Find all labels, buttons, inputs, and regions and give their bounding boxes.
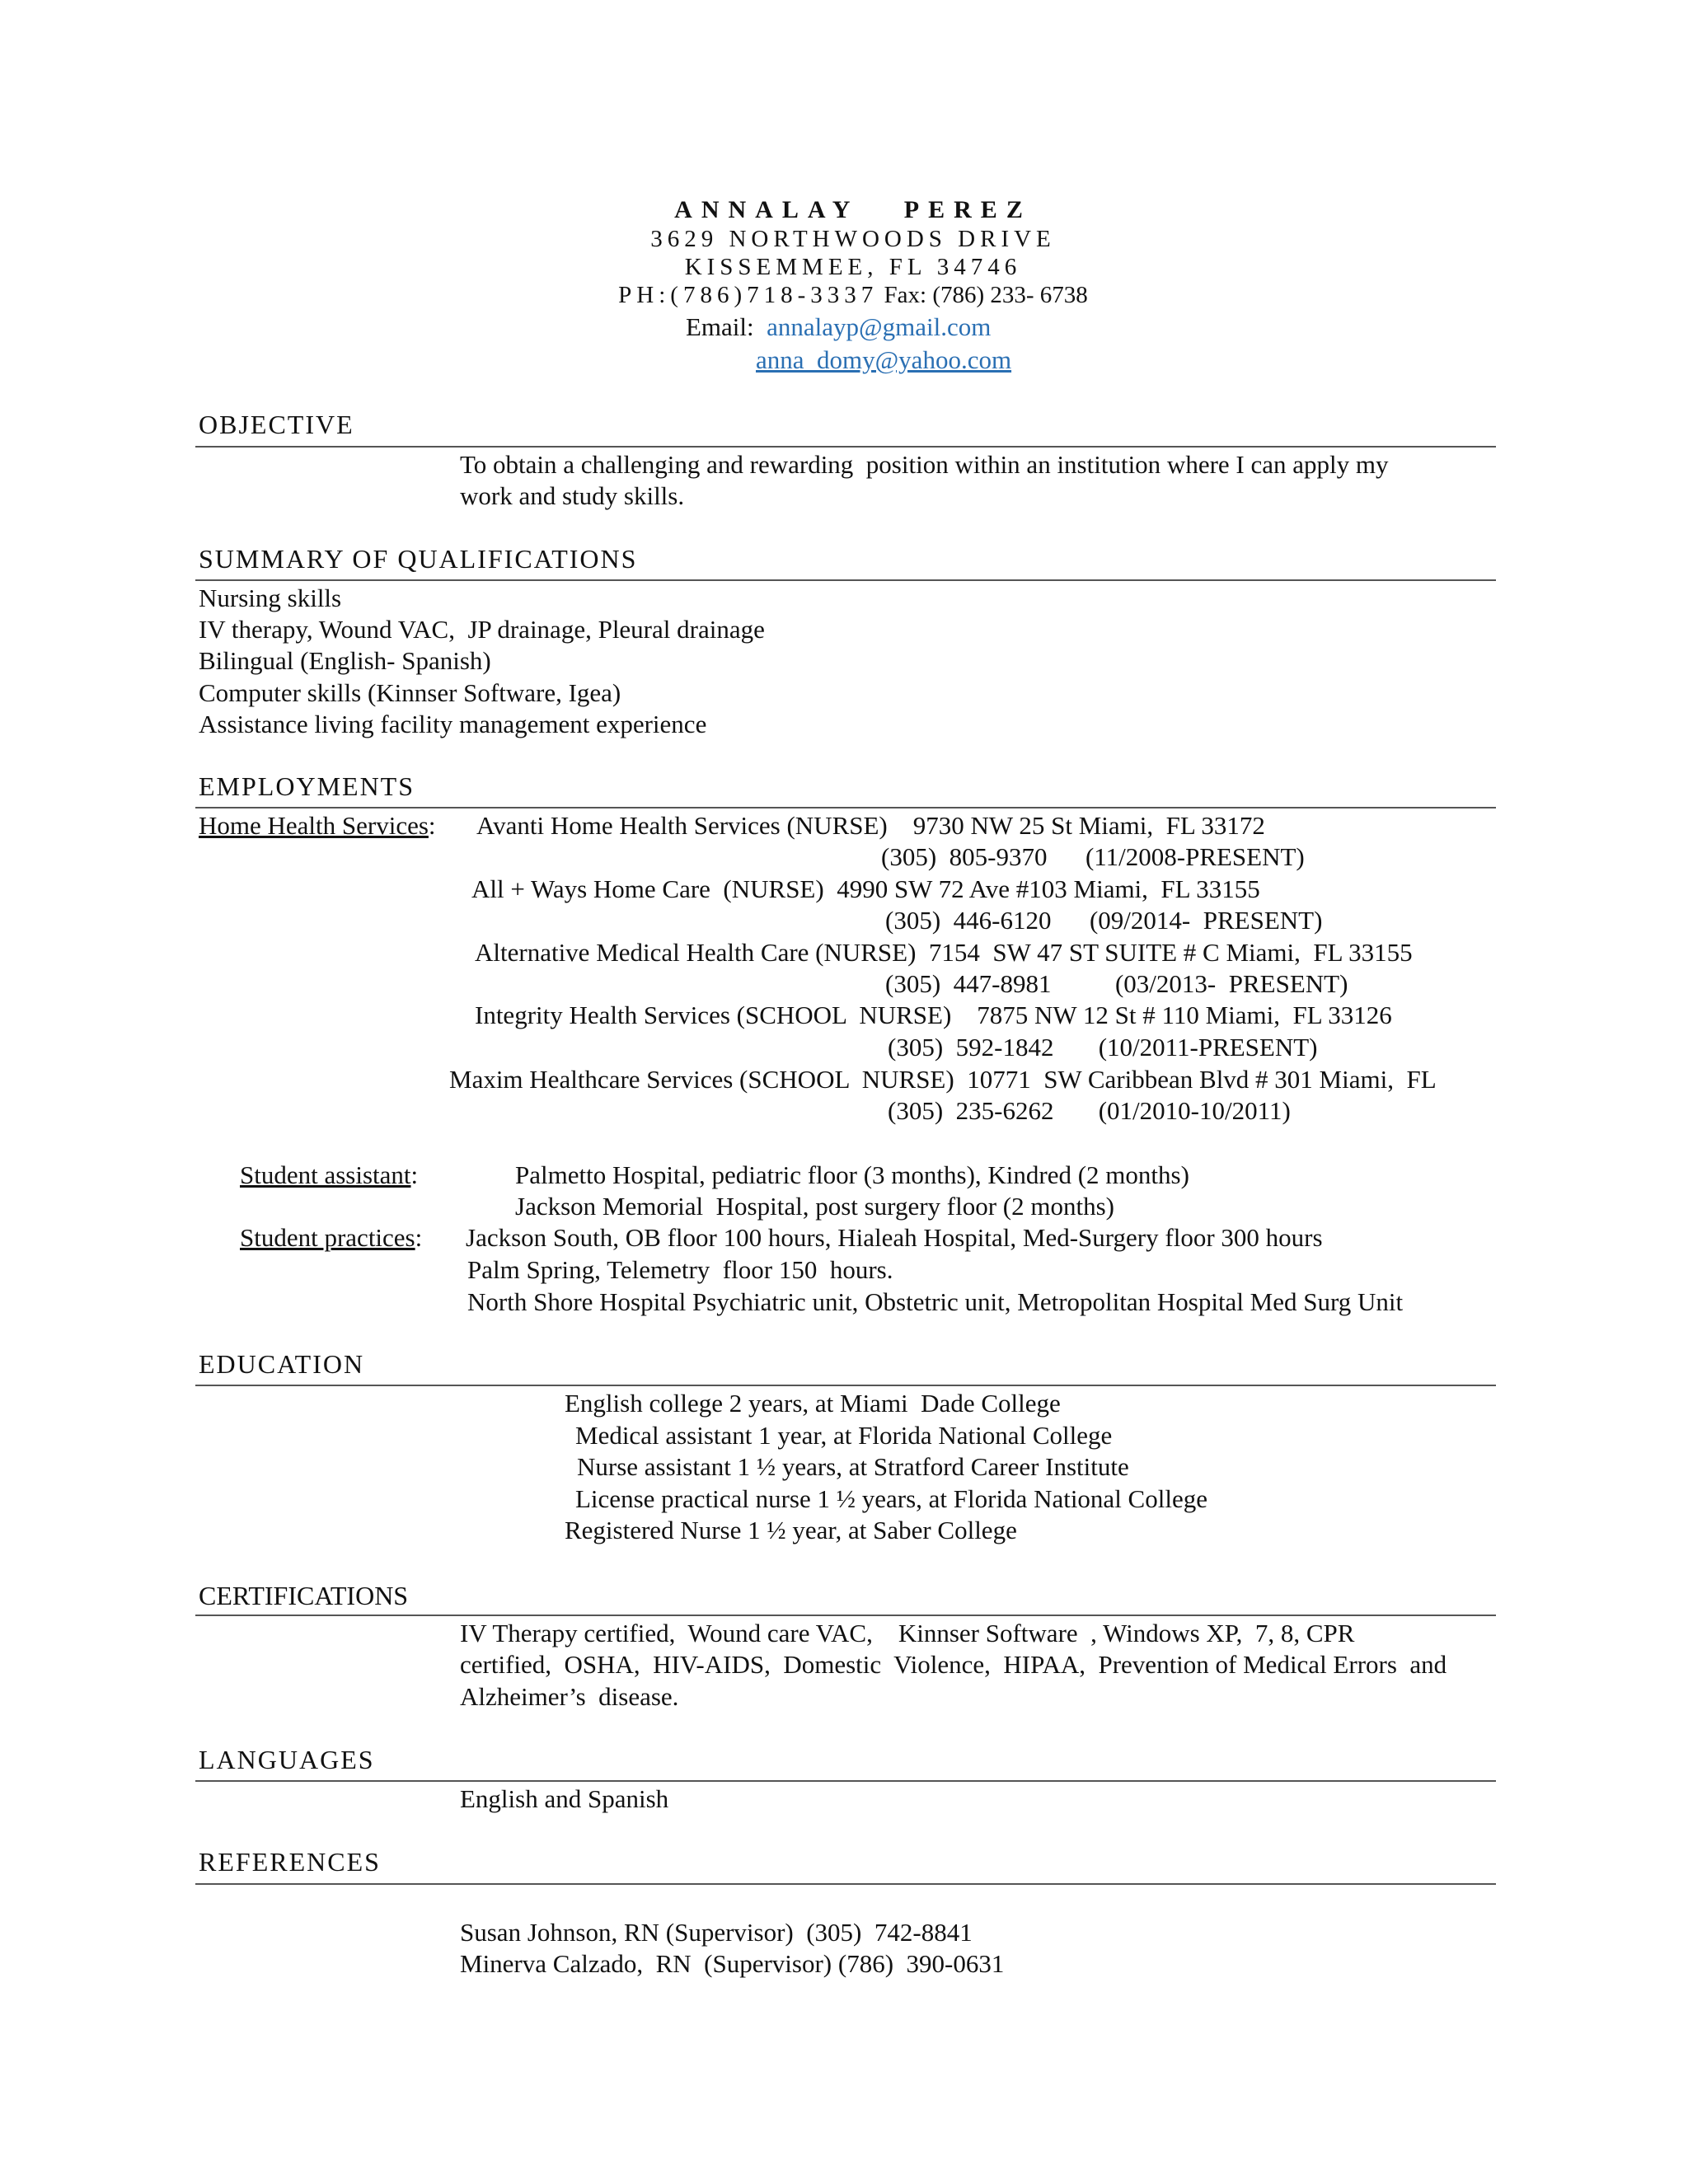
education-item: Medical assistant 1 year, at Florida National College xyxy=(575,1421,1113,1450)
objective-line-1: To obtain a challenging and rewarding position within an institution where I can apply my xyxy=(460,450,1389,479)
education-item: License practical nurse 1 ½ years, at Florida National College xyxy=(575,1484,1207,1513)
education-item: Registered Nurse 1 ½ year, at Saber College xyxy=(565,1516,1017,1544)
job-entry-line-2: (305) 592-1842 (10/2011-PRESENT) xyxy=(888,1033,1318,1062)
student-practices-label: Student practices: xyxy=(240,1223,423,1252)
job-entry-line-2: (305) 446-6120 (09/2014- PRESENT) xyxy=(885,906,1323,935)
section-divider xyxy=(195,1780,1496,1782)
section-title-certifications: CERTIFICATIONS xyxy=(199,1581,409,1610)
job-entry-line-2: (305) 805-9370 (11/2008-PRESENT) xyxy=(881,842,1305,871)
section-divider xyxy=(195,446,1496,448)
student-assistant-line: Jackson Memorial Hospital, post surgery floor (2 months) xyxy=(515,1192,1114,1221)
address-line-1: 3629 NORTHWOODS DRIVE xyxy=(650,226,1056,252)
address-line-2: KISSEMMEE, FL 34746 xyxy=(684,254,1022,280)
job-entry-line-1: Alternative Medical Health Care (NURSE) 7154 SW 47 ST SUITE # C Miami, FL 33155 xyxy=(475,938,1413,967)
phone-number: PH:(786)718-3337 xyxy=(618,282,879,308)
languages-value: English and Spanish xyxy=(460,1784,669,1813)
section-divider xyxy=(195,1615,1496,1616)
section-title-education: EDUCATION xyxy=(199,1349,365,1379)
qualification-item: Computer skills (Kinnser Software, Igea) xyxy=(199,678,621,707)
email-line xyxy=(686,312,991,343)
email-link-yahoo[interactable]: anna_domy@yahoo.com xyxy=(756,345,1012,374)
qualification-item: Nursing skills xyxy=(199,583,342,612)
student-practices-line: Jackson South, OB floor 100 hours, Hialeah Hospital, Med-Surgery floor 300 hours xyxy=(466,1223,1323,1252)
job-entry-line-2: (305) 235-6262 (01/2010-10/2011) xyxy=(888,1096,1291,1125)
education-item: English college 2 years, at Miami Dade College xyxy=(565,1389,1061,1418)
job-entry-line-2: (305) 447-8981 (03/2013- PRESENT) xyxy=(885,969,1348,998)
fax-number: Fax: (786) 233- 6738 xyxy=(884,282,1088,308)
phone-fax-line xyxy=(412,281,1294,309)
section-title-languages: LANGUAGES xyxy=(199,1745,375,1774)
student-practices-line: North Shore Hospital Psychiatric unit, Obstetric unit, Metropolitan Hospital Med Surg Unit xyxy=(467,1287,1404,1316)
section-title-summary: SUMMARY OF QUALIFICATIONS xyxy=(199,544,638,574)
student-assistant-line: Palmetto Hospital, pediatric floor (3 months), Kindred (2 months) xyxy=(515,1160,1189,1189)
section-title-references: REFERENCES xyxy=(199,1847,381,1877)
section-title-objective: OBJECTIVE xyxy=(199,410,354,439)
student-practices-line: Palm Spring, Telemetry floor 150 hours. xyxy=(467,1255,893,1284)
reference-entry: Susan Johnson, RN (Supervisor) (305) 742-8841 xyxy=(460,1918,973,1947)
certification-line: certified, OSHA, HIV-AIDS, Domestic Violence, HIPAA, Prevention of Medical Errors and xyxy=(460,1650,1447,1679)
section-title-employments: EMPLOYMENTS xyxy=(199,771,415,801)
email-label: Email: xyxy=(686,312,754,341)
job-entry-line-1: Avanti Home Health Services (NURSE) 9730 NW 25 St Miami, FL 33172 xyxy=(476,811,1265,840)
certification-line: IV Therapy certified, Wound care VAC, Kinnser Software , Windows XP, 7, 8, CPR xyxy=(460,1619,1355,1647)
objective-line-2: work and study skills. xyxy=(460,481,685,510)
education-item: Nurse assistant 1 ½ years, at Stratford Career Institute xyxy=(577,1452,1129,1481)
qualification-item: Bilingual (English- Spanish) xyxy=(199,646,491,675)
section-divider xyxy=(195,579,1496,581)
email-link-gmail[interactable]: annalayp@gmail.com xyxy=(767,312,992,341)
qualification-item: IV therapy, Wound VAC, JP drainage, Pleural drainage xyxy=(199,615,765,644)
student-assistant-label: Student assistant: xyxy=(240,1160,419,1189)
job-entry-line-1: Integrity Health Services (SCHOOL NURSE) 7875 NW 12 St # 110 Miami, FL 33126 xyxy=(475,1001,1392,1029)
section-divider xyxy=(195,807,1496,808)
qualification-item: Assistance living facility management experience xyxy=(199,710,707,738)
job-entry-line-1: All + Ways Home Care (NURSE) 4990 SW 72 Ave #103 Miami, FL 33155 xyxy=(471,874,1260,903)
section-divider xyxy=(195,1883,1496,1885)
certification-line: Alzheimer’s disease. xyxy=(460,1682,679,1711)
applicant-name: ANNALAY PEREZ xyxy=(674,196,1032,223)
section-divider xyxy=(195,1385,1496,1386)
home-health-services-label: Home Health Services: xyxy=(199,811,436,840)
reference-entry: Minerva Calzado, RN (Supervisor) (786) 390-0631 xyxy=(460,1949,1005,1978)
job-entry-line-1: Maxim Healthcare Services (SCHOOL NURSE) 10771 SW Caribbean Blvd # 301 Miami, FL xyxy=(449,1065,1437,1094)
